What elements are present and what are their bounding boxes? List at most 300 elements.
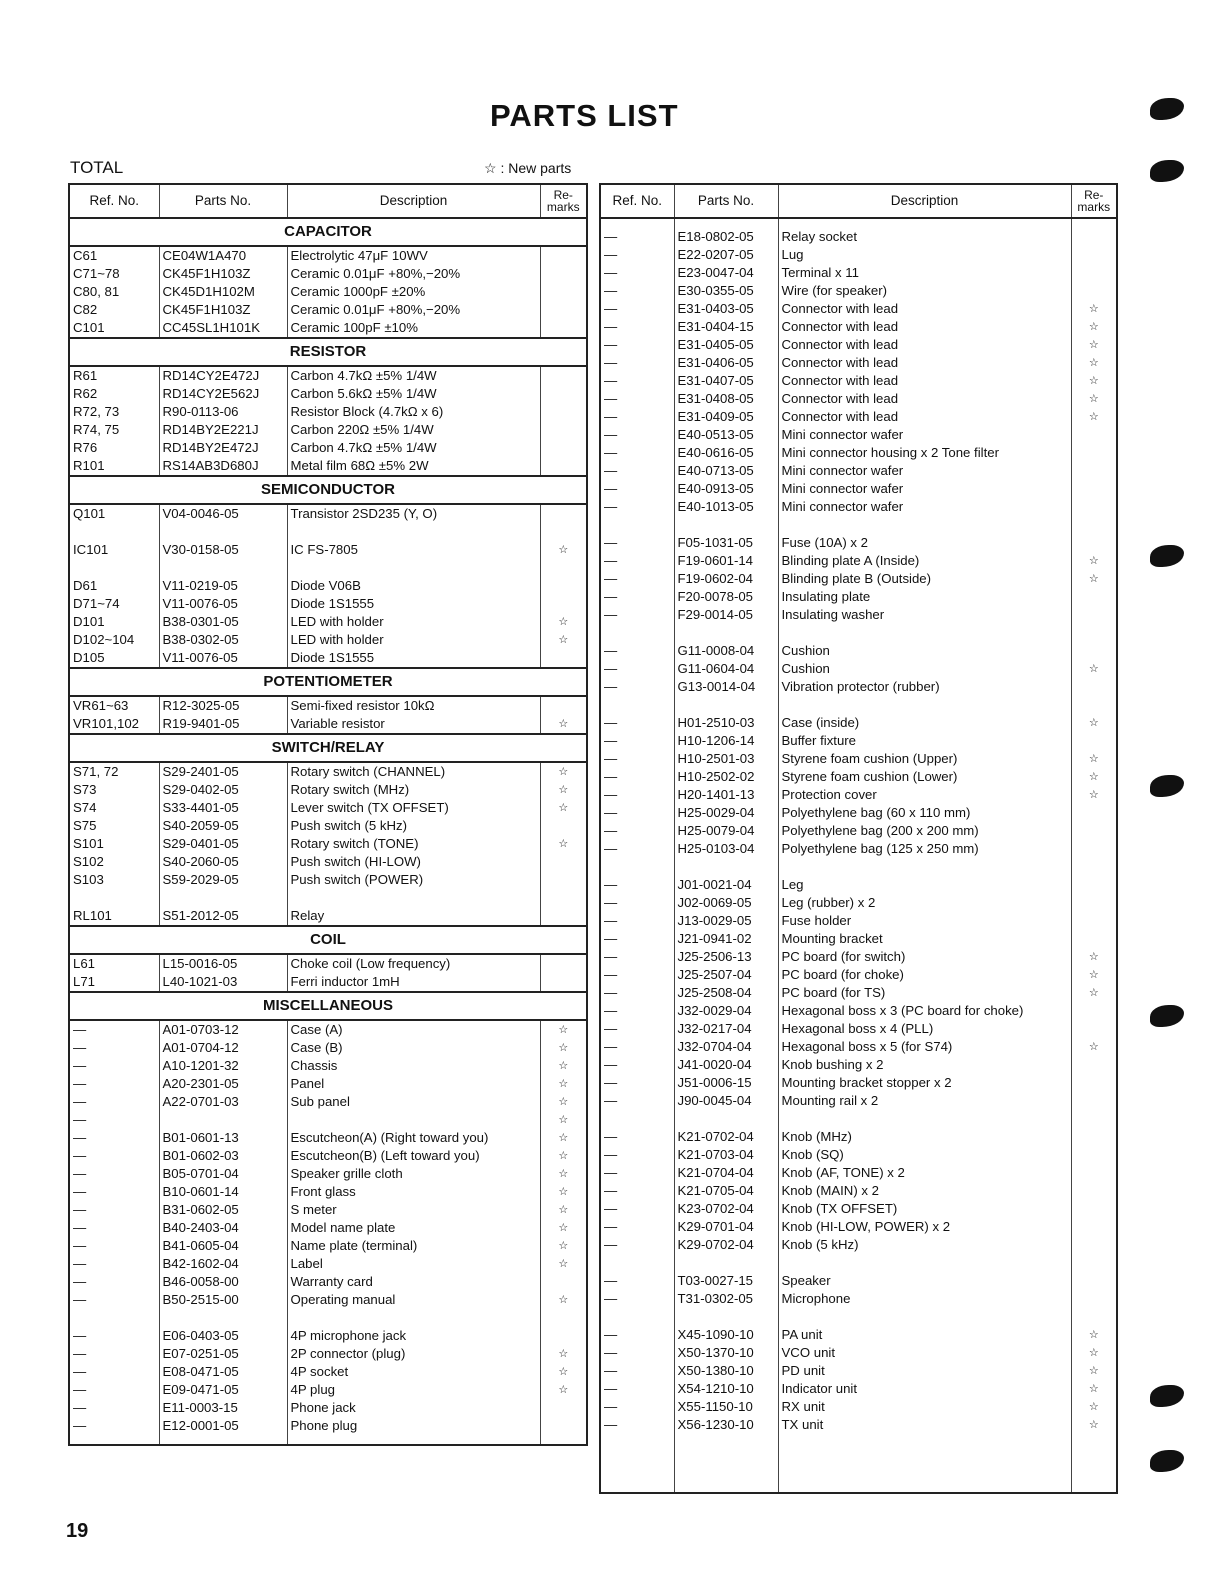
ref-no: — xyxy=(600,354,674,372)
ref-no: — xyxy=(600,228,674,246)
ref-no: — xyxy=(600,462,674,480)
table-row xyxy=(69,246,587,265)
table-row xyxy=(69,835,587,853)
part-no: F29-0014-05 xyxy=(674,606,778,624)
remarks xyxy=(540,457,587,476)
description: Vibration protector (rubber) xyxy=(778,678,1071,696)
ref-no: — xyxy=(600,984,674,1002)
description xyxy=(778,624,1071,642)
part-no: J01-0021-04 xyxy=(674,876,778,894)
remarks xyxy=(1071,1254,1117,1272)
remarks: ☆ xyxy=(558,634,569,646)
description: Insulating washer xyxy=(778,606,1071,624)
description: Knob (MAIN) x 2 xyxy=(778,1182,1071,1200)
description: Insulating plate xyxy=(778,588,1071,606)
ref-no: S73 xyxy=(69,781,159,799)
remarks: ☆ xyxy=(558,784,569,796)
remarks xyxy=(540,246,587,265)
table-row xyxy=(600,1290,1117,1308)
ref-no xyxy=(600,858,674,876)
table-row xyxy=(600,1164,1117,1182)
ref-no: — xyxy=(600,876,674,894)
ref-no xyxy=(600,516,674,534)
part-no: G11-0008-04 xyxy=(674,642,778,660)
remarks xyxy=(540,1327,587,1345)
table-row xyxy=(600,1020,1117,1038)
part-no: E12-0001-05 xyxy=(159,1417,287,1435)
remarks xyxy=(1071,264,1117,282)
table-row xyxy=(69,1075,587,1093)
remarks xyxy=(1071,876,1117,894)
remarks xyxy=(540,954,587,973)
remarks xyxy=(540,1417,587,1435)
table-row xyxy=(69,1345,587,1363)
remarks: ☆ xyxy=(558,1258,569,1270)
ref-no: — xyxy=(600,1020,674,1038)
ref-no: — xyxy=(600,372,674,390)
part-no: J41-0020-04 xyxy=(674,1056,778,1074)
part-no: J32-0704-04 xyxy=(674,1038,778,1056)
remarks xyxy=(540,319,587,338)
table-row xyxy=(69,439,587,457)
table-row xyxy=(69,762,587,781)
part-no: J25-2507-04 xyxy=(674,966,778,984)
part-no: B38-0301-05 xyxy=(159,613,287,631)
remarks xyxy=(540,421,587,439)
description: Mini connector housing x 2 Tone filter xyxy=(778,444,1071,462)
table-row xyxy=(69,265,587,283)
table-row xyxy=(69,504,587,523)
ref-no: — xyxy=(600,1092,674,1110)
remarks xyxy=(540,283,587,301)
remarks: ☆ xyxy=(1088,753,1099,765)
part-no: H25-0103-04 xyxy=(674,840,778,858)
table-row xyxy=(600,1326,1117,1344)
description: Styrene foam cushion (Upper) xyxy=(778,750,1071,768)
description: Connector with lead xyxy=(778,336,1071,354)
remarks: ☆ xyxy=(558,718,569,730)
remarks xyxy=(1071,1236,1117,1254)
ref-no: — xyxy=(69,1020,159,1039)
description: Blinding plate A (Inside) xyxy=(778,552,1071,570)
ref-no: R72, 73 xyxy=(69,403,159,421)
table-row xyxy=(69,1255,587,1273)
table-row xyxy=(600,1146,1117,1164)
remarks xyxy=(1071,1164,1117,1182)
table-row xyxy=(600,984,1117,1002)
part-no: B42-1602-04 xyxy=(159,1255,287,1273)
table-row xyxy=(69,1147,587,1165)
part-no: S33-4401-05 xyxy=(159,799,287,817)
table-row xyxy=(600,462,1117,480)
ref-no: S102 xyxy=(69,853,159,871)
ref-no: — xyxy=(600,1272,674,1290)
description: Label xyxy=(287,1255,540,1273)
description: Fuse (10A) x 2 xyxy=(778,534,1071,552)
ref-no: — xyxy=(600,1146,674,1164)
part-no: S29-0401-05 xyxy=(159,835,287,853)
remarks: ☆ xyxy=(1088,357,1099,369)
part-no: S51-2012-05 xyxy=(159,907,287,926)
description: Mounting bracket xyxy=(778,930,1071,948)
part-no: E40-0713-05 xyxy=(674,462,778,480)
part-no: E07-0251-05 xyxy=(159,1345,287,1363)
table-row xyxy=(69,799,587,817)
description: Hexagonal boss x 5 (for S74) xyxy=(778,1038,1071,1056)
remarks: ☆ xyxy=(558,1186,569,1198)
description: Escutcheon(A) (Right toward you) xyxy=(287,1129,540,1147)
table-row xyxy=(600,1128,1117,1146)
remarks: ☆ xyxy=(558,1132,569,1144)
ref-no: — xyxy=(69,1327,159,1345)
table-row xyxy=(69,319,587,338)
part-no: E08-0471-05 xyxy=(159,1363,287,1381)
part-no xyxy=(159,523,287,541)
table-row xyxy=(69,559,587,577)
part-no: K21-0704-04 xyxy=(674,1164,778,1182)
part-no: G13-0014-04 xyxy=(674,678,778,696)
part-no: A01-0704-12 xyxy=(159,1039,287,1057)
table-row xyxy=(600,624,1117,642)
description: Cushion xyxy=(778,660,1071,678)
table-row xyxy=(600,768,1117,786)
remarks xyxy=(1071,894,1117,912)
table-row xyxy=(600,480,1117,498)
part-no: X50-1380-10 xyxy=(674,1362,778,1380)
part-no: K23-0702-04 xyxy=(674,1200,778,1218)
remarks: ☆ xyxy=(1088,1401,1099,1413)
remarks xyxy=(1071,1182,1117,1200)
description: Ferri inductor 1mH xyxy=(287,973,540,992)
description: Fuse holder xyxy=(778,912,1071,930)
ref-no: — xyxy=(600,444,674,462)
ref-no: VR61~63 xyxy=(69,696,159,715)
ref-no: — xyxy=(600,822,674,840)
table-row xyxy=(69,781,587,799)
ref-no: — xyxy=(600,732,674,750)
remarks xyxy=(1071,1146,1117,1164)
header-remarks: Re- marks xyxy=(1071,184,1117,218)
ref-no: R74, 75 xyxy=(69,421,159,439)
table-row xyxy=(69,853,587,871)
description: Blinding plate B (Outside) xyxy=(778,570,1071,588)
remarks xyxy=(540,907,587,926)
remarks xyxy=(1071,1218,1117,1236)
description: LED with holder xyxy=(287,613,540,631)
ref-no: — xyxy=(600,642,674,660)
part-no xyxy=(674,858,778,876)
ref-no: — xyxy=(600,678,674,696)
remarks xyxy=(1071,1308,1117,1326)
remarks xyxy=(1071,606,1117,624)
ref-no: — xyxy=(600,1038,674,1056)
part-no: E31-0407-05 xyxy=(674,372,778,390)
section-header xyxy=(69,476,587,504)
part-no: E18-0802-05 xyxy=(674,228,778,246)
ref-no: — xyxy=(69,1363,159,1381)
table-row xyxy=(600,948,1117,966)
part-no: X54-1210-10 xyxy=(674,1380,778,1398)
remarks xyxy=(1071,624,1117,642)
ref-no: — xyxy=(600,1218,674,1236)
remarks xyxy=(540,1399,587,1417)
remarks: ☆ xyxy=(558,1240,569,1252)
table-row xyxy=(600,282,1117,300)
new-parts-note: ☆ : New parts xyxy=(484,160,572,176)
ref-no: — xyxy=(600,282,674,300)
remarks xyxy=(540,696,587,715)
remarks xyxy=(1071,804,1117,822)
table-row xyxy=(600,678,1117,696)
part-no: E31-0409-05 xyxy=(674,408,778,426)
description: Warranty card xyxy=(287,1273,540,1291)
ref-no: — xyxy=(69,1111,159,1129)
description: 4P plug xyxy=(287,1381,540,1399)
remarks xyxy=(540,973,587,992)
ref-no: L61 xyxy=(69,954,159,973)
part-no xyxy=(674,1110,778,1128)
binding-mark xyxy=(1150,160,1184,182)
ref-no: D102~104 xyxy=(69,631,159,649)
ref-no: — xyxy=(600,660,674,678)
part-no: V30-0158-05 xyxy=(159,541,287,559)
header-parts: Parts No. xyxy=(674,184,778,218)
table-row xyxy=(600,498,1117,516)
ref-no: — xyxy=(600,534,674,552)
description: Wire (for speaker) xyxy=(778,282,1071,300)
description: Knob (SQ) xyxy=(778,1146,1071,1164)
remarks xyxy=(540,301,587,319)
table-row xyxy=(600,516,1117,534)
part-no: H01-2510-03 xyxy=(674,714,778,732)
part-no: R19-9401-05 xyxy=(159,715,287,734)
table-row xyxy=(69,301,587,319)
part-no: B46-0058-00 xyxy=(159,1273,287,1291)
part-no: J25-2506-13 xyxy=(674,948,778,966)
description: Ceramic 0.01μF +80%,−20% xyxy=(287,301,540,319)
remarks: ☆ xyxy=(1088,1041,1099,1053)
ref-no: IC101 xyxy=(69,541,159,559)
ref-no: RL101 xyxy=(69,907,159,926)
description: Mini connector wafer xyxy=(778,498,1071,516)
remarks xyxy=(1071,516,1117,534)
table-row xyxy=(69,1093,587,1111)
remarks: ☆ xyxy=(558,1096,569,1108)
description: Polyethylene bag (200 x 200 mm) xyxy=(778,822,1071,840)
part-no: K21-0703-04 xyxy=(674,1146,778,1164)
table-row xyxy=(600,570,1117,588)
ref-no: — xyxy=(600,408,674,426)
description: Mini connector wafer xyxy=(778,480,1071,498)
part-no: E40-0913-05 xyxy=(674,480,778,498)
description: Carbon 4.7kΩ ±5% 1/4W xyxy=(287,366,540,385)
table-row xyxy=(69,1291,587,1309)
part-no: V04-0046-05 xyxy=(159,504,287,523)
description xyxy=(287,1111,540,1129)
remarks: ☆ xyxy=(558,766,569,778)
part-no: B10-0601-14 xyxy=(159,1183,287,1201)
part-no: K29-0702-04 xyxy=(674,1236,778,1254)
description: Terminal x 11 xyxy=(778,264,1071,282)
ref-no xyxy=(69,523,159,541)
description: Relay xyxy=(287,907,540,926)
description: Hexagonal boss x 3 (PC board for choke) xyxy=(778,1002,1071,1020)
header-ref: Ref. No. xyxy=(69,184,159,218)
part-no: B38-0302-05 xyxy=(159,631,287,649)
part-no: H10-1206-14 xyxy=(674,732,778,750)
ref-no xyxy=(600,1110,674,1128)
ref-no: — xyxy=(600,300,674,318)
remarks: ☆ xyxy=(1088,663,1099,675)
table-row xyxy=(600,1200,1117,1218)
description: Knob (TX OFFSET) xyxy=(778,1200,1071,1218)
remarks xyxy=(1071,462,1117,480)
part-no: RD14BY2E221J xyxy=(159,421,287,439)
table-row xyxy=(69,283,587,301)
table-row xyxy=(600,714,1117,732)
remarks xyxy=(1071,480,1117,498)
description: Semi-fixed resistor 10kΩ xyxy=(287,696,540,715)
remarks: ☆ xyxy=(1088,393,1099,405)
page-number: 19 xyxy=(66,1520,89,1542)
remarks xyxy=(1071,1092,1117,1110)
description: Phone jack xyxy=(287,1399,540,1417)
ref-no: — xyxy=(600,1236,674,1254)
remarks: ☆ xyxy=(558,1060,569,1072)
part-no: E31-0408-05 xyxy=(674,390,778,408)
description: Front glass xyxy=(287,1183,540,1201)
description xyxy=(778,1110,1071,1128)
part-no: T31-0302-05 xyxy=(674,1290,778,1308)
remarks: ☆ xyxy=(1088,375,1099,387)
remarks: ☆ xyxy=(1088,1365,1099,1377)
remarks: ☆ xyxy=(1088,1419,1099,1431)
remarks: ☆ xyxy=(558,1222,569,1234)
table-row xyxy=(600,1038,1117,1056)
ref-no: R61 xyxy=(69,366,159,385)
header-parts: Parts No. xyxy=(159,184,287,218)
binding-mark xyxy=(1150,775,1184,797)
description: Panel xyxy=(287,1075,540,1093)
description: Diode V06B xyxy=(287,577,540,595)
table-row xyxy=(69,421,587,439)
ref-no: C71~78 xyxy=(69,265,159,283)
ref-no: — xyxy=(69,1219,159,1237)
remarks xyxy=(1071,642,1117,660)
part-no: H20-1401-13 xyxy=(674,786,778,804)
table-row xyxy=(69,817,587,835)
remarks xyxy=(540,366,587,385)
table-row xyxy=(600,246,1117,264)
remarks: ☆ xyxy=(558,544,569,556)
part-no: L15-0016-05 xyxy=(159,954,287,973)
part-no: E40-1013-05 xyxy=(674,498,778,516)
binding-mark xyxy=(1150,1450,1184,1472)
table-row xyxy=(600,426,1117,444)
remarks xyxy=(540,504,587,523)
part-no: L40-1021-03 xyxy=(159,973,287,992)
part-no xyxy=(674,624,778,642)
table-row xyxy=(600,1272,1117,1290)
ref-no: — xyxy=(600,1128,674,1146)
part-no: B41-0605-04 xyxy=(159,1237,287,1255)
remarks xyxy=(540,265,587,283)
parts-table-right xyxy=(599,183,1118,1494)
remarks xyxy=(1071,1128,1117,1146)
table-row xyxy=(600,1344,1117,1362)
table-row xyxy=(600,1218,1117,1236)
description xyxy=(287,559,540,577)
part-no: A22-0701-03 xyxy=(159,1093,287,1111)
description: TX unit xyxy=(778,1416,1071,1434)
section-title: POTENTIOMETER xyxy=(69,668,587,696)
description: Push switch (POWER) xyxy=(287,871,540,889)
table-row xyxy=(600,1074,1117,1092)
ref-no: C61 xyxy=(69,246,159,265)
description: Speaker xyxy=(778,1272,1071,1290)
table-row xyxy=(600,408,1117,426)
description: IC FS-7805 xyxy=(287,541,540,559)
ref-no: VR101,102 xyxy=(69,715,159,734)
remarks xyxy=(540,595,587,613)
ref-no: C80, 81 xyxy=(69,283,159,301)
ref-no: — xyxy=(600,1326,674,1344)
table-row xyxy=(600,1254,1117,1272)
description: Connector with lead xyxy=(778,300,1071,318)
remarks: ☆ xyxy=(1088,987,1099,999)
part-no: E31-0405-05 xyxy=(674,336,778,354)
remarks xyxy=(1071,696,1117,714)
description: Mini connector wafer xyxy=(778,462,1071,480)
description: Connector with lead xyxy=(778,390,1071,408)
description: Rotary switch (MHz) xyxy=(287,781,540,799)
table-row xyxy=(69,541,587,559)
remarks: ☆ xyxy=(1088,555,1099,567)
ref-no: — xyxy=(600,570,674,588)
ref-no: — xyxy=(69,1129,159,1147)
table-row xyxy=(600,1398,1117,1416)
table-row xyxy=(600,1308,1117,1326)
remarks: ☆ xyxy=(558,1114,569,1126)
description: Case (inside) xyxy=(778,714,1071,732)
remarks: ☆ xyxy=(1088,1329,1099,1341)
part-no: B31-0602-05 xyxy=(159,1201,287,1219)
table-row xyxy=(600,390,1117,408)
description: Relay socket xyxy=(778,228,1071,246)
part-no: E31-0404-15 xyxy=(674,318,778,336)
table-row xyxy=(600,1002,1117,1020)
description xyxy=(778,858,1071,876)
remarks xyxy=(1071,858,1117,876)
remarks xyxy=(1071,1074,1117,1092)
description: Connector with lead xyxy=(778,354,1071,372)
part-no: F20-0078-05 xyxy=(674,588,778,606)
description: Protection cover xyxy=(778,786,1071,804)
table-row xyxy=(69,385,587,403)
ref-no xyxy=(69,1309,159,1327)
ref-no: — xyxy=(69,1039,159,1057)
table-row xyxy=(600,1056,1117,1074)
section-title: COIL xyxy=(69,926,587,954)
description: Knob (HI-LOW, POWER) x 2 xyxy=(778,1218,1071,1236)
ref-no: — xyxy=(69,1417,159,1435)
ref-no: — xyxy=(69,1201,159,1219)
description: Knob (MHz) xyxy=(778,1128,1071,1146)
remarks xyxy=(1071,426,1117,444)
section-title: SWITCH/RELAY xyxy=(69,734,587,762)
ref-no: — xyxy=(600,966,674,984)
description xyxy=(778,1308,1071,1326)
